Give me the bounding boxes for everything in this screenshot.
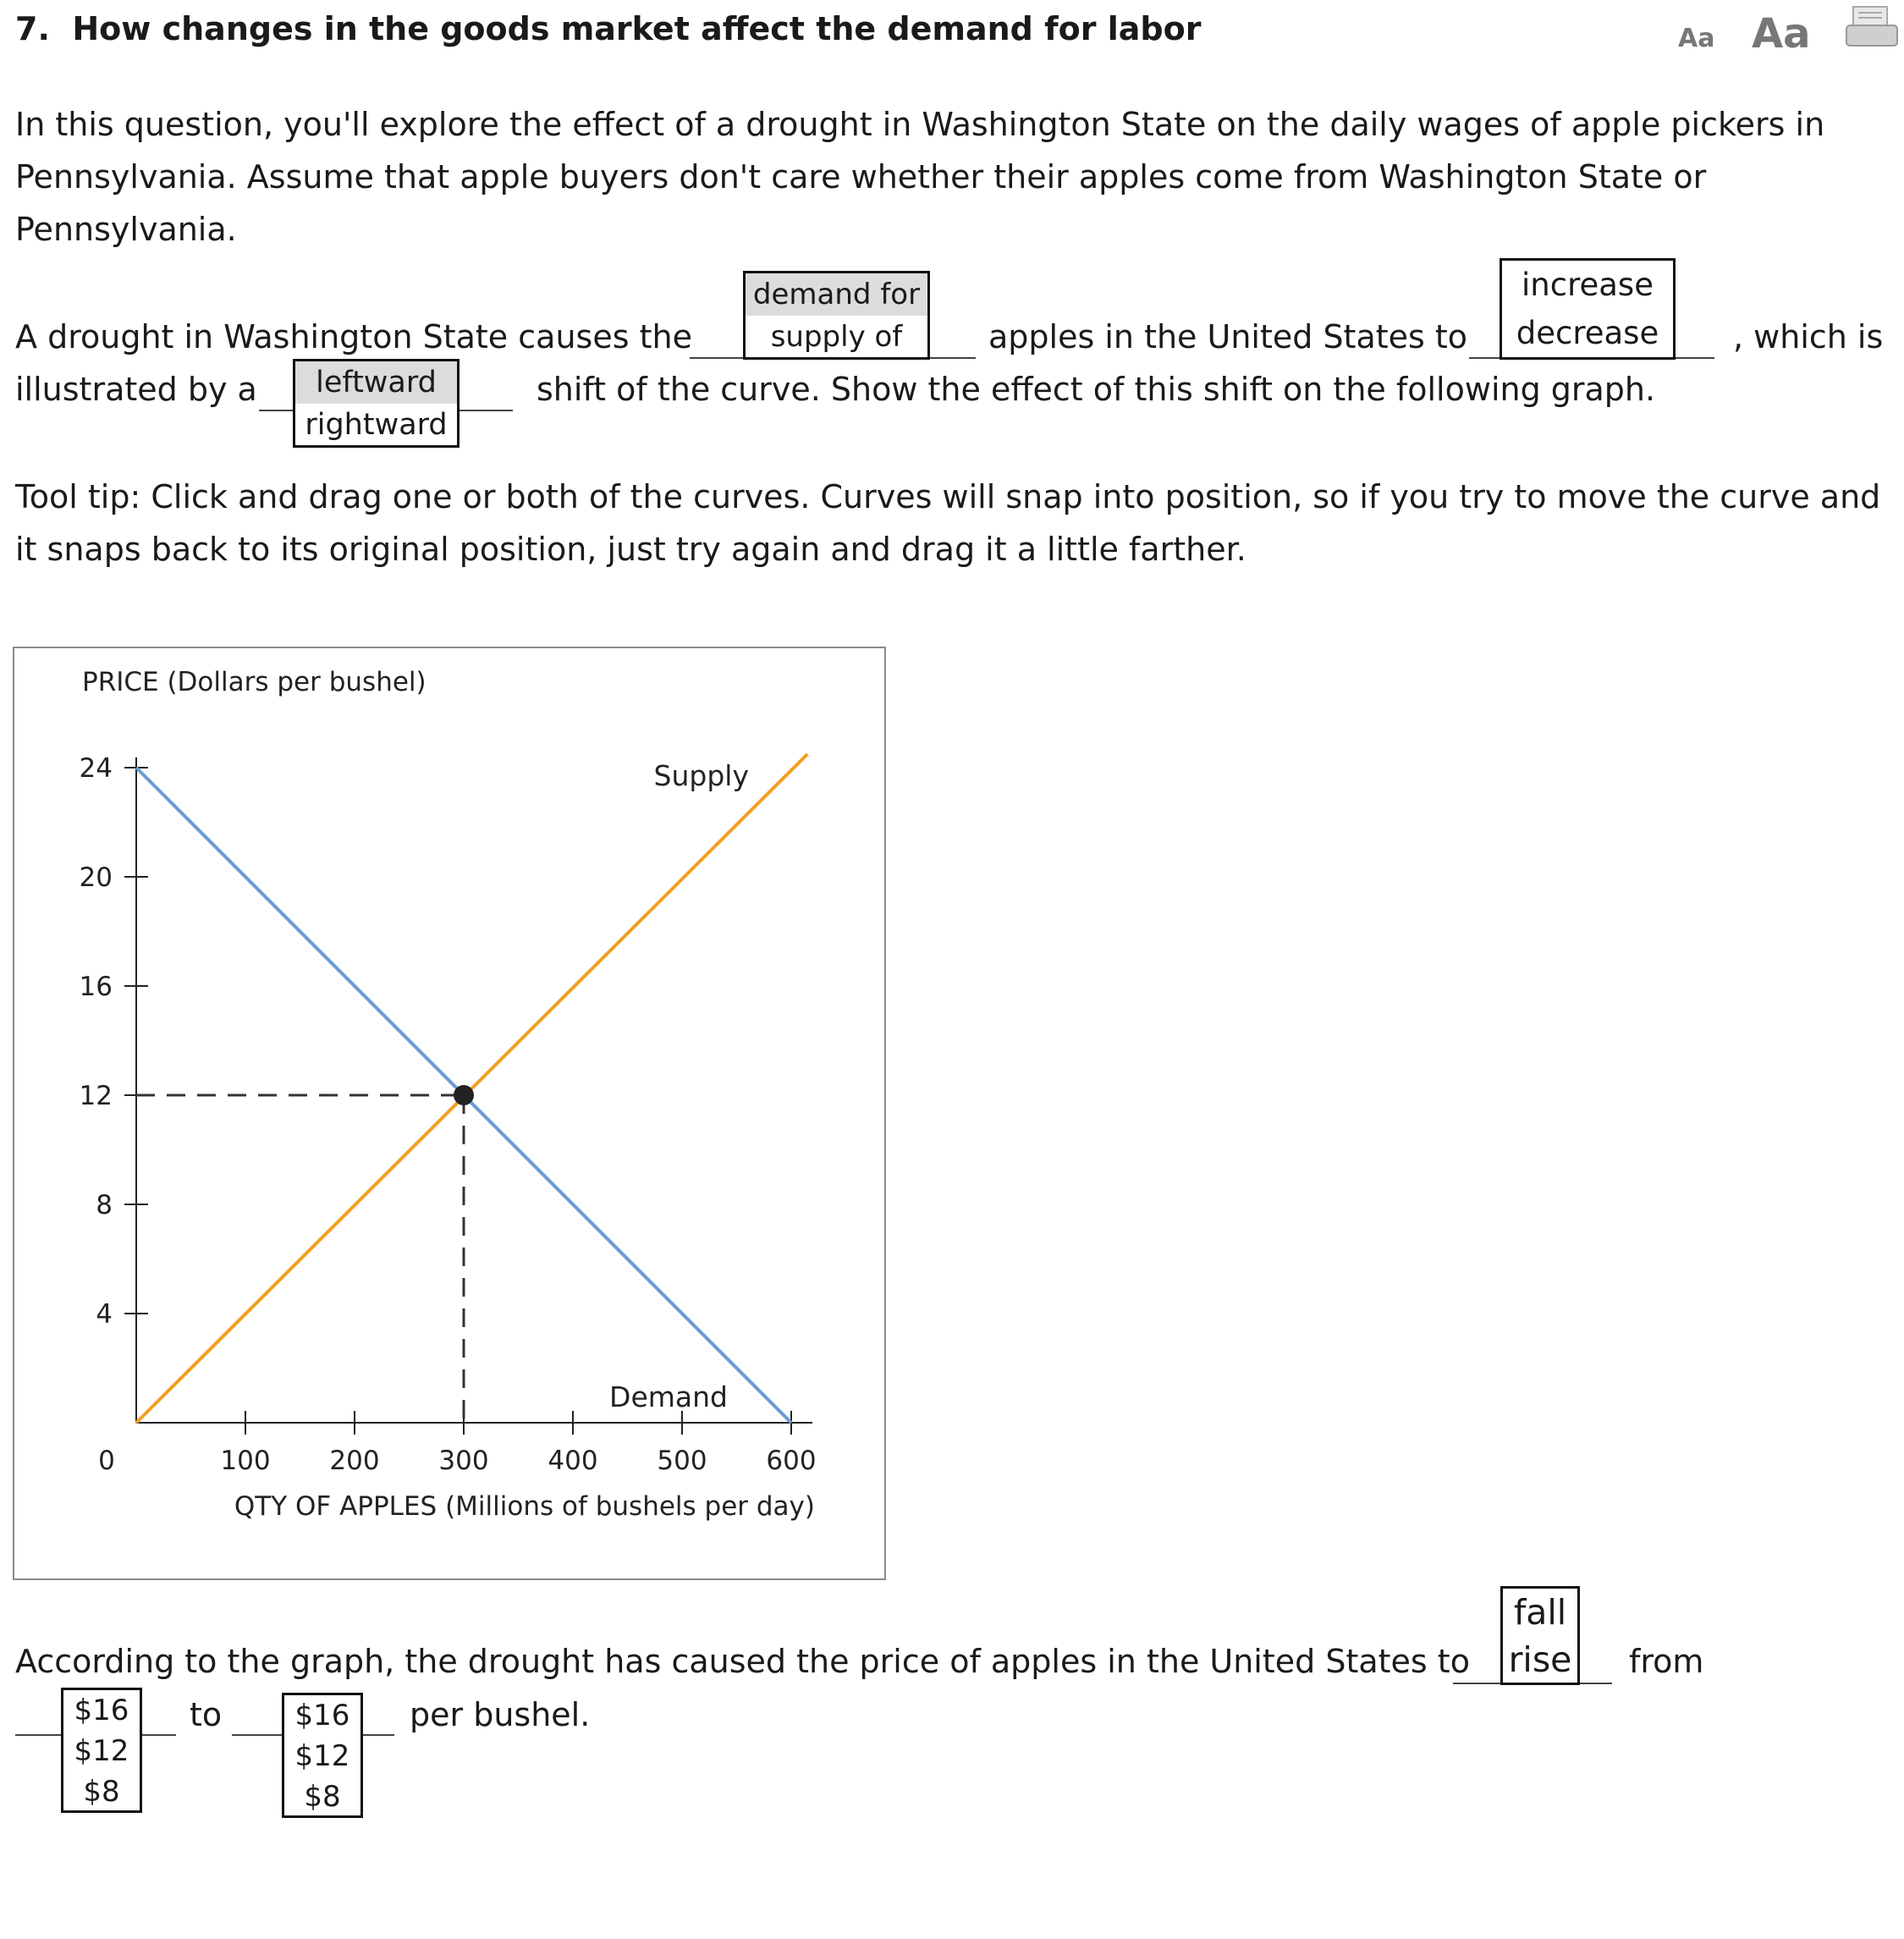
supply-curve-label: Supply	[653, 759, 749, 792]
option-demand-for[interactable]: demand for	[746, 273, 927, 316]
demand-curve-label: Demand	[609, 1380, 728, 1413]
equilibrium-point	[454, 1085, 474, 1105]
sentence1-part1: A drought in Washington State causes the	[15, 318, 692, 355]
supply-demand-chart	[0, 0, 897, 1591]
supply-curve	[136, 754, 807, 1423]
option-fall[interactable]: fall	[1513, 1592, 1567, 1633]
sentence2-part3: to	[190, 1696, 223, 1733]
question-title-text: How changes in the goods market affect the demand for labor	[72, 10, 1202, 47]
y-axis-label: PRICE (Dollars per bushel)	[82, 667, 426, 697]
x-axis-label: QTY OF APPLES (Millions of bushels per day)	[234, 1491, 815, 1522]
y-tick-label: 4	[96, 1299, 113, 1330]
option-rightward[interactable]: rightward	[305, 408, 448, 442]
font-size-large-button[interactable]: Aa	[1752, 10, 1811, 58]
y-tick-label: 8	[96, 1190, 113, 1220]
option-supply-of[interactable]: supply of	[770, 320, 903, 354]
question-number: 7.	[15, 10, 50, 47]
option-decrease[interactable]: decrease	[1516, 315, 1659, 351]
option-8[interactable]: $8	[304, 1780, 341, 1814]
option-leftward[interactable]: leftward	[295, 361, 457, 404]
sentence1-part3: , which is	[1733, 318, 1884, 355]
x-tick-label: 100	[220, 1446, 271, 1476]
x-tick-label: 500	[657, 1446, 707, 1476]
option-12[interactable]: $12	[294, 1739, 350, 1773]
origin-label: 0	[98, 1446, 115, 1476]
y-tick-label: 12	[79, 1081, 113, 1111]
sentence2-part2: from	[1629, 1643, 1704, 1680]
price-from-dropdown[interactable]	[61, 1688, 142, 1813]
x-tick-label: 400	[548, 1446, 598, 1476]
sentence1-part5: shift of the curve. Show the effect of this shift on the following graph.	[537, 371, 1656, 408]
sentence2-part4: per bushel.	[410, 1696, 591, 1733]
option-16[interactable]: $16	[294, 1699, 350, 1732]
intro-line-1: In this question, you'll explore the effect of a drought in Washington State on the daily wages of apple pickers in	[15, 106, 1825, 143]
y-tick-label: 24	[79, 753, 113, 784]
print-icon[interactable]	[1845, 5, 1899, 49]
price-change-dropdown[interactable]	[1500, 1586, 1580, 1685]
x-tick-label: 300	[438, 1446, 489, 1476]
option-increase[interactable]: increase	[1522, 267, 1654, 303]
option-16[interactable]: $16	[74, 1694, 129, 1727]
x-tick-label: 600	[766, 1446, 817, 1476]
font-size-small-button[interactable]: Aa	[1678, 24, 1715, 53]
direction-dropdown[interactable]	[1500, 258, 1676, 360]
option-8[interactable]: $8	[83, 1775, 120, 1809]
price-to-dropdown[interactable]	[282, 1693, 363, 1818]
option-rise[interactable]: rise	[1508, 1639, 1572, 1680]
tooltip-line-1: Tool tip: Click and drag one or both of the curves. Curves will snap into position, so if you try to move the curve and	[15, 478, 1881, 515]
sentence1-part4: illustrated by a	[15, 371, 257, 408]
intro-line-2: Pennsylvania. Assume that apple buyers don't care whether their apples come from Washington State or	[15, 158, 1707, 196]
tooltip-line-2: it snaps back to its original position, just try again and drag it a little farther.	[15, 531, 1246, 568]
y-tick-label: 20	[79, 862, 113, 893]
sentence2-part1: According to the graph, the drought has caused the price of apples in the United States to	[15, 1643, 1470, 1680]
y-tick-label: 16	[79, 972, 113, 1002]
x-tick-label: 200	[329, 1446, 380, 1476]
option-12[interactable]: $12	[74, 1734, 129, 1768]
intro-line-3: Pennsylvania.	[15, 211, 237, 248]
sentence1-part2: apples in the United States to	[988, 318, 1468, 355]
